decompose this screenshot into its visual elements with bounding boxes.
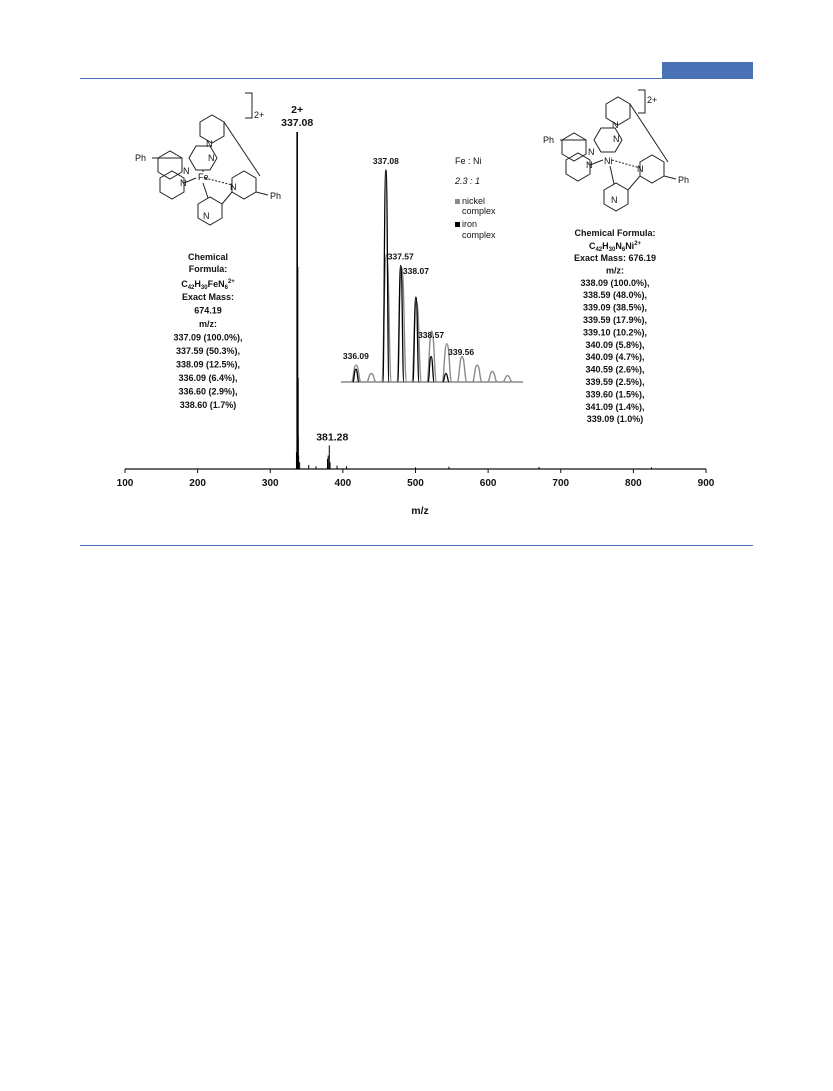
fe-mass-line-3: 337.09 (100.0%), bbox=[173, 332, 243, 343]
ni-n-1: N bbox=[612, 120, 619, 130]
ni-mass-lines bbox=[574, 253, 656, 424]
inset-peak-ni-9 bbox=[487, 371, 497, 382]
inset-peak-labels bbox=[342, 156, 478, 362]
inset-peak-ni-7 bbox=[457, 357, 467, 382]
inset-peak-ni-10 bbox=[503, 376, 513, 382]
x-tick-label-400: 400 bbox=[334, 478, 352, 489]
ni-mass-line-10: 339.59 (2.5%), bbox=[585, 377, 645, 387]
ni-mass-line-5: 339.59 (17.9%), bbox=[582, 315, 648, 325]
fe-mass-line-8: 338.60 (1.7%) bbox=[179, 400, 237, 410]
ni-ring-right bbox=[640, 155, 664, 183]
ni-ph-left: Ph bbox=[543, 135, 555, 145]
fe-n-1: N bbox=[206, 139, 213, 149]
fe-bond-2 bbox=[256, 192, 268, 195]
legend-ratio: 2.3 : 1 bbox=[455, 176, 481, 186]
ni-bond-5 bbox=[612, 160, 640, 168]
ni-info bbox=[574, 228, 656, 424]
main-peak-labels bbox=[281, 104, 348, 443]
fe-n-4: N bbox=[180, 178, 187, 188]
main-peak-label-337: 337.08 bbox=[281, 117, 314, 129]
ni-complex-structure bbox=[560, 90, 676, 211]
fe-formula: $C_{42}H_{30}FeN_6^{2+}$ bbox=[181, 279, 235, 291]
fe-ring-bottom bbox=[198, 197, 222, 225]
inset-peak-ni-0 bbox=[351, 365, 361, 382]
fe-info-line-1: Chemical bbox=[187, 252, 229, 262]
ni-mass-line-9: 340.59 (2.6%), bbox=[585, 364, 645, 375]
x-tick-label-300: 300 bbox=[261, 478, 279, 489]
legend-iron-line1: iron bbox=[462, 219, 478, 229]
fe-bond-4 bbox=[222, 192, 232, 204]
x-tick-label-200: 200 bbox=[189, 478, 206, 489]
ni-metal: Ni bbox=[604, 156, 613, 166]
fe-info bbox=[173, 252, 242, 410]
ni-formula: $C_{42}H_{30}N_6Ni^{2+}$ bbox=[588, 241, 642, 253]
ni-charge-bracket bbox=[638, 90, 645, 113]
ni-mass-line-12: 341.09 (1.4%), bbox=[585, 401, 645, 412]
fe-info-line-2: Formula: bbox=[188, 264, 228, 274]
inset-label-338-07: 338.07 bbox=[402, 266, 429, 277]
legend-nickel-line2: complex bbox=[462, 206, 496, 216]
ni-charge: 2+ bbox=[647, 95, 658, 105]
inset-label-336-09: 336.09 bbox=[342, 351, 369, 362]
fe-bond-1 bbox=[224, 122, 260, 176]
legend-swatch-iron bbox=[455, 222, 460, 227]
ni-bond-7 bbox=[610, 166, 614, 184]
x-tick-label-100: 100 bbox=[116, 478, 134, 489]
ni-mass-line-3: 338.59 (48.0%), bbox=[582, 290, 648, 301]
ni-mass-line-2: 338.09 (100.0%), bbox=[580, 277, 650, 288]
fe-ph-right: Ph bbox=[270, 191, 282, 201]
ni-mass-line-13: 339.09 (1.0%) bbox=[586, 414, 644, 425]
inset-series bbox=[351, 170, 512, 382]
x-axis-ticks bbox=[117, 469, 715, 489]
ni-info-line-1: Chemical Formula: bbox=[574, 228, 656, 238]
legend-swatch-nickel bbox=[455, 199, 460, 204]
ni-mass-line-6: 339.10 (10.2%), bbox=[582, 327, 648, 338]
legend-iron-line2: complex bbox=[462, 230, 496, 240]
inset-label-337-57: 337.57 bbox=[387, 251, 414, 262]
legend-title: Fe : Ni bbox=[455, 156, 482, 166]
inset-label-337-08: 337.08 bbox=[372, 156, 399, 166]
inset-isotope-pattern bbox=[341, 156, 523, 382]
x-tick-label-900: 900 bbox=[697, 478, 715, 489]
fe-complex-structure bbox=[152, 93, 268, 250]
inset-peak-ni-8 bbox=[472, 365, 482, 382]
ni-n-6: N bbox=[611, 195, 618, 205]
ni-bond-2 bbox=[664, 176, 676, 179]
fe-mass-line-1: 674.19 bbox=[194, 305, 222, 316]
x-tick-label-800: 800 bbox=[625, 478, 642, 489]
ni-bond-4 bbox=[628, 176, 640, 190]
x-tick-label-500: 500 bbox=[407, 478, 424, 489]
ni-bond-1 bbox=[630, 104, 668, 162]
fe-n-6: N bbox=[203, 211, 210, 221]
fe-ph-left: Ph bbox=[135, 153, 147, 163]
ni-n-5: N bbox=[637, 164, 644, 174]
inset-legend bbox=[454, 156, 496, 240]
fe-charge-bracket bbox=[245, 93, 252, 118]
ni-ph-right: Ph bbox=[678, 175, 690, 185]
main-peak-label-381: 381.28 bbox=[316, 431, 349, 444]
fe-mass-line-2: m/z: bbox=[199, 319, 217, 329]
inset-label-339-56: 339.56 bbox=[448, 346, 475, 357]
main-peak-label-charge: 2+ bbox=[291, 104, 304, 116]
inset-label-338-57: 338.57 bbox=[418, 329, 445, 340]
fe-complex-labels bbox=[135, 110, 281, 221]
legend-nickel-line1: nickel bbox=[462, 196, 486, 206]
ni-n-2: N bbox=[613, 134, 620, 144]
fe-mass-line-5: 338.09 (12.5%), bbox=[175, 359, 241, 370]
fe-n-2: N bbox=[208, 153, 215, 163]
ni-mass-line-1: m/z: bbox=[606, 265, 624, 276]
fe-mass-line-4: 337.59 (50.3%), bbox=[175, 346, 241, 356]
fe-mass-line-6: 336.09 (6.4%), bbox=[178, 373, 238, 383]
fe-bond-7 bbox=[203, 183, 208, 198]
ni-n-4: N bbox=[586, 160, 593, 170]
fe-charge: 2+ bbox=[254, 110, 265, 120]
ni-mass-line-4: 339.09 (38.5%), bbox=[582, 302, 648, 313]
x-tick-label-700: 700 bbox=[552, 478, 570, 489]
inset-peak-fe-1 bbox=[383, 170, 389, 382]
ni-mass-line-11: 339.60 (1.5%), bbox=[585, 389, 645, 400]
ni-ring-left1 bbox=[562, 133, 586, 161]
inset-peak-ni-1 bbox=[366, 374, 376, 382]
ni-mass-line-0: Exact Mass: 676.19 bbox=[573, 253, 657, 263]
fe-metal: Fe bbox=[198, 172, 209, 182]
ni-mass-line-8: 340.09 (4.7%), bbox=[585, 352, 645, 363]
fe-mass-line-0: Exact Mass: bbox=[181, 292, 235, 302]
fe-bond-5 bbox=[205, 178, 232, 185]
fe-n-5: N bbox=[230, 182, 237, 192]
ni-mass-line-7: 340.09 (5.8%), bbox=[585, 339, 645, 350]
x-tick-label-600: 600 bbox=[479, 478, 497, 489]
fe-n-3: N bbox=[183, 166, 190, 176]
x-axis-label: m/z bbox=[411, 505, 429, 517]
ni-n-3: N bbox=[588, 147, 595, 157]
fe-mass-line-7: 336.60 (2.9%), bbox=[178, 386, 238, 397]
fe-mass-lines bbox=[173, 292, 242, 410]
